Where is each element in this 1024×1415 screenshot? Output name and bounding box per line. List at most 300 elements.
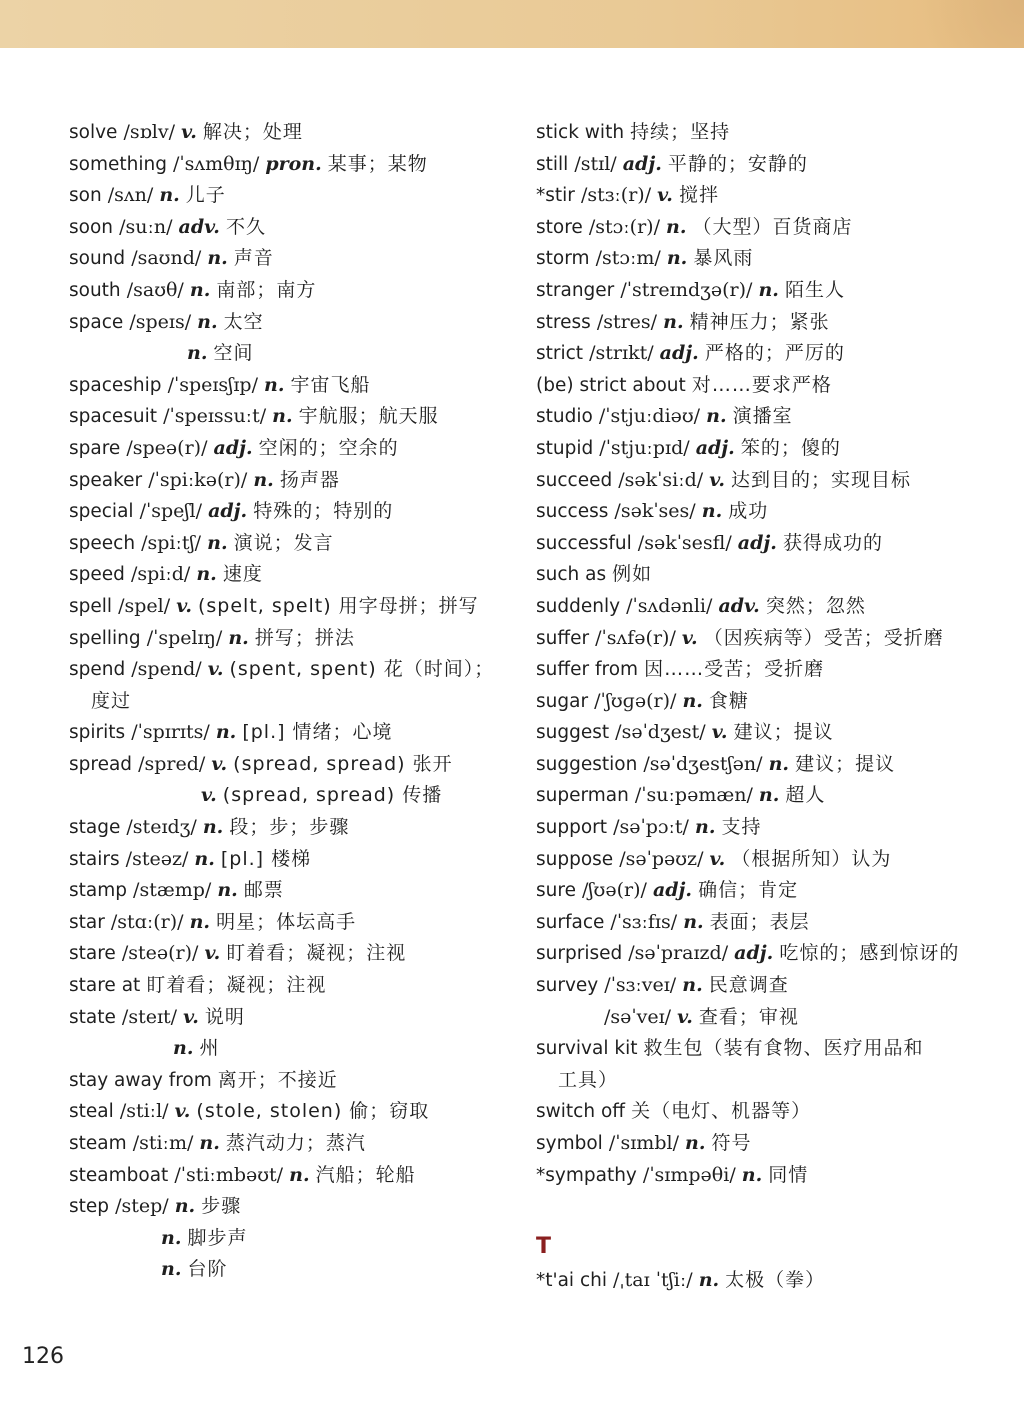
dictionary-entry [536, 875, 976, 907]
entry-definition: 说明 [204, 1005, 245, 1028]
entry-part-of-speech: n. [189, 910, 211, 933]
entry-definition: 陌生人 [784, 278, 845, 301]
entry-headword: suppose [536, 848, 614, 870]
entry-pronunciation: /spel/ [118, 594, 171, 617]
entry-headword: sound [69, 248, 126, 270]
entry-headword: soon [69, 216, 114, 238]
entry-pronunciation: /səˈpɔːt/ [613, 816, 689, 839]
dictionary-entry [69, 1065, 509, 1097]
entry-definition: 盯着看；凝视；注视 [226, 942, 407, 965]
dictionary-entry [536, 496, 976, 528]
entry-headword: steal [69, 1101, 114, 1123]
entry-definition: (spent, spent) 花（时间）； [229, 658, 495, 681]
entry-pronunciation: /səkˈsesfl/ [637, 531, 732, 554]
entry-part-of-speech: n. [174, 1195, 196, 1218]
entry-headword: (be) strict about [536, 374, 686, 396]
entry-pronunciation: /səˈdʒestʃən/ [643, 752, 763, 775]
dictionary-entry [536, 1265, 976, 1297]
entry-definition: 南部；南方 [216, 278, 317, 301]
dictionary-entry [69, 844, 509, 876]
dictionary-entry [69, 307, 509, 339]
entry-pronunciation: /stæmp/ [133, 879, 212, 902]
entry-part-of-speech: n. [173, 1037, 194, 1060]
entry-headword: speed [69, 564, 125, 586]
dictionary-entry [69, 1096, 509, 1128]
entry-part-of-speech: n. [215, 721, 237, 744]
dictionary-entry [69, 180, 509, 212]
entry-definition: 同情 [768, 1163, 809, 1186]
entry-part-of-speech: v. [711, 721, 728, 744]
entry-part-of-speech: n. [758, 784, 780, 807]
entry-headword: stick with [536, 122, 625, 143]
entry-pronunciation: /stɜː(r)/ [580, 184, 652, 207]
entry-part-of-speech: v. [681, 626, 698, 649]
dictionary-entry [69, 433, 509, 465]
entry-pronunciation: /səˈdʒest/ [615, 721, 706, 744]
entry-definition: 台阶 [187, 1258, 228, 1281]
entry-headword: something [69, 153, 167, 175]
entry-pronunciation: /ˈsɜːfɪs/ [610, 910, 678, 933]
entry-part-of-speech: n. [758, 278, 779, 301]
entry-headword: store [536, 216, 583, 238]
dictionary-entry [536, 528, 976, 560]
entry-headword: survey [536, 975, 599, 997]
entry-pronunciation: /ˈspeɪsʃɪp/ [167, 373, 258, 396]
entry-definition: 关（电灯、机器等） [631, 1100, 812, 1123]
entry-headword: symbol [536, 1133, 603, 1154]
entry-part-of-speech: n. [207, 531, 228, 554]
dictionary-entry [536, 307, 976, 339]
entry-headword: *stir [536, 185, 575, 207]
dictionary-entry [536, 970, 976, 1002]
dictionary-entry [69, 117, 509, 149]
entry-part-of-speech: v. [176, 594, 192, 617]
entry-headword: strict [536, 343, 584, 365]
dictionary-entry [536, 433, 976, 465]
entry-definition: 州 [199, 1037, 220, 1060]
entry-definition: 搅拌 [678, 184, 719, 207]
entry-part-of-speech: v. [181, 121, 197, 143]
entry-part-of-speech: n. [682, 689, 703, 712]
entry-part-of-speech: v. [709, 847, 726, 870]
dictionary-entry [69, 780, 509, 812]
dictionary-entry [536, 907, 976, 939]
entry-headword: son [69, 185, 102, 207]
entry-headword: space [69, 311, 124, 333]
dictionary-entry [69, 559, 509, 591]
entry-pronunciation: /spend/ [131, 658, 202, 681]
dictionary-entry [536, 938, 976, 970]
dictionary-entry [69, 275, 509, 307]
dictionary-entry [69, 465, 509, 497]
entry-definition: 严格的；严厉的 [704, 342, 845, 365]
entry-part-of-speech: n. [161, 1258, 182, 1281]
entry-pronunciation: /spiːd/ [130, 563, 191, 586]
dictionary-entry [69, 338, 509, 370]
dictionary-entry [536, 212, 976, 244]
entry-headword: succeed [536, 469, 613, 491]
entry-pronunciation: /səkˈsiːd/ [618, 468, 704, 491]
entry-pronunciation: /strɪkt/ [589, 342, 654, 365]
entry-headword: switch off [536, 1101, 626, 1123]
entry-part-of-speech: n. [217, 879, 238, 902]
entry-definition: 汽船；轮船 [315, 1163, 416, 1186]
entry-part-of-speech: v. [174, 1100, 191, 1123]
entry-part-of-speech: n. [196, 563, 217, 586]
entry-headword: steam [69, 1133, 127, 1154]
entry-definition: 例如 [612, 563, 653, 586]
entry-part-of-speech: v. [204, 942, 221, 965]
entry-headword: spirits [69, 722, 126, 744]
entry-part-of-speech: n. [187, 342, 208, 365]
entry-headword: south [69, 279, 121, 301]
entry-pronunciation: /stres/ [596, 310, 658, 333]
entry-part-of-speech: n. [161, 1226, 182, 1249]
entry-definition: 宇航服；航天服 [298, 405, 439, 428]
entry-part-of-speech: n. [202, 816, 224, 839]
dictionary-entry [69, 875, 509, 907]
entry-pronunciation: /ˈstjuːdiəʊ/ [598, 405, 701, 428]
entry-definition: (spelt, spelt) 用字母拼；拼写 [197, 594, 479, 617]
entry-definition: （因疾病等）受苦；受折磨 [703, 626, 944, 649]
entry-definition: 表面；表层 [709, 910, 810, 933]
right-column-entries [536, 117, 976, 1191]
entry-definition: (stole, stolen) 偷；窃取 [196, 1100, 430, 1123]
dictionary-entry [536, 370, 976, 402]
entry-pronunciation: /ʃʊə(r)/ [582, 879, 647, 902]
entry-definition: 确信；肯定 [698, 879, 799, 902]
entry-headword: sure [536, 880, 576, 902]
entry-definition: （根据所知）认为 [731, 847, 892, 870]
entry-definition: 吃惊的；感到惊讶的 [779, 942, 960, 965]
entry-headword: suffer from [536, 659, 639, 681]
entry-headword: star [69, 911, 105, 933]
entry-pronunciation: /step/ [115, 1195, 169, 1218]
entry-definition: 空间 [213, 342, 254, 365]
entry-pronunciation: /ˈstiːmbəʊt/ [174, 1163, 284, 1186]
entry-part-of-speech: n. [683, 910, 704, 933]
entry-headword: successful [536, 532, 632, 554]
entry-headword: spend [69, 659, 126, 681]
entry-headword: survival kit [536, 1038, 638, 1060]
entry-part-of-speech: n. [207, 247, 228, 270]
entry-pronunciation: /steəz/ [125, 847, 189, 870]
entry-pronunciation: /sʌn/ [107, 184, 154, 207]
entry-definition: 查看；审视 [698, 1005, 799, 1028]
entry-definition: 蒸汽动力；蒸汽 [225, 1132, 366, 1154]
entry-definition: 平静的；安静的 [667, 152, 808, 175]
entry-headword: spacesuit [69, 406, 158, 428]
dictionary-entry [69, 1254, 509, 1286]
entry-definition: 精神压力；紧张 [689, 310, 830, 333]
entry-headword: spaceship [69, 374, 162, 396]
entry-pronunciation: /ˈsʌfə(r)/ [595, 626, 676, 649]
entry-pronunciation: /ˌtaɪ ˈtʃiː/ [613, 1269, 693, 1292]
entry-pronunciation: /spiːtʃ/ [141, 531, 202, 554]
entry-pronunciation: /stɪl/ [574, 152, 617, 175]
entry-definition: 太极（拳） [725, 1269, 826, 1292]
t-section-entries [536, 1265, 976, 1297]
entry-headword: stranger [536, 279, 615, 301]
entry-headword: such as [536, 564, 607, 586]
entry-pronunciation: /ˈstjuːpɪd/ [599, 436, 690, 459]
entry-pronunciation: /səˈpraɪzd/ [628, 942, 729, 965]
entry-pronunciation: /steɪt/ [121, 1005, 178, 1028]
entry-definition: 速度 [222, 563, 263, 586]
entry-pronunciation: /saʊnd/ [131, 247, 202, 270]
entry-headword: stress [536, 311, 591, 333]
dictionary-entry [536, 686, 976, 718]
entry-part-of-speech: n. [228, 626, 249, 649]
entry-pronunciation: /ˈstreɪndʒə(r)/ [620, 278, 753, 301]
entry-definition: 不久 [225, 215, 266, 238]
entry-headword: surprised [536, 943, 623, 965]
dictionary-entry [536, 844, 976, 876]
entry-definition: 脚步声 [187, 1226, 248, 1249]
page-number: 126 [22, 1344, 64, 1369]
entry-pronunciation: /ˈsʌdənli/ [626, 594, 713, 617]
entry-headword: storm [536, 248, 590, 270]
section-letter: T [536, 1234, 552, 1260]
entry-pronunciation: /steə(r)/ [121, 942, 199, 965]
entry-pronunciation: /steɪdʒ/ [126, 816, 197, 839]
dictionary-entry [536, 1002, 976, 1034]
dictionary-entry [536, 180, 976, 212]
entry-pronunciation: /ˈsʌmθɪŋ/ [173, 152, 260, 175]
dictionary-entry [69, 749, 509, 781]
dictionary-entry [536, 559, 976, 591]
dictionary-entry [69, 938, 509, 970]
entry-headword: speech [69, 532, 136, 554]
entry-definition: 段；步；步骤 [229, 816, 350, 839]
entry-part-of-speech: n. [706, 405, 727, 428]
entry-definition: 邮票 [243, 879, 284, 902]
entry-pronunciation: /ˈsɪmbl/ [608, 1132, 679, 1154]
entry-headword: suggest [536, 722, 610, 744]
dictionary-entry [69, 149, 509, 181]
entry-pronunciation: /ˈsuːpəmæn/ [634, 784, 753, 807]
entry-pronunciation: /stiːm/ [132, 1132, 194, 1154]
entry-pronunciation: /stiːl/ [119, 1100, 169, 1123]
entry-definition: 因……受苦；受折磨 [644, 658, 825, 681]
entry-part-of-speech: n. [197, 310, 218, 333]
entry-headword: spread [69, 753, 133, 775]
entry-headword: spell [69, 595, 113, 617]
entry-definition: [pl.] 楼梯 [220, 847, 312, 870]
entry-part-of-speech: adj. [652, 879, 693, 902]
entry-pronunciation: /ˈspeʃl/ [139, 500, 203, 523]
entry-part-of-speech: adj. [208, 500, 248, 523]
entry-pronunciation: /ˈspeɪssuːt/ [163, 405, 267, 428]
entry-definition: 空闲的；空余的 [258, 436, 399, 459]
entry-definition: 声音 [233, 247, 274, 270]
dictionary-entry [536, 1065, 976, 1097]
dictionary-entry [536, 401, 976, 433]
entry-part-of-speech: v. [211, 752, 228, 775]
entry-part-of-speech: n. [685, 1132, 706, 1154]
right-column [536, 117, 976, 1297]
entry-part-of-speech: n. [701, 500, 723, 523]
dictionary-entry [69, 401, 509, 433]
dictionary-entry [69, 370, 509, 402]
entry-headword: success [536, 501, 609, 523]
entry-part-of-speech: n. [264, 373, 285, 396]
dictionary-entry [536, 749, 976, 781]
entry-part-of-speech: n. [741, 1163, 763, 1186]
entry-headword: suddenly [536, 595, 621, 617]
entry-definition: 暴风雨 [693, 247, 754, 270]
entry-definition: 儿子 [185, 184, 226, 207]
entry-definition: 超人 [785, 784, 826, 807]
entry-definition: 特殊的；特别的 [253, 500, 394, 523]
entry-part-of-speech: n. [698, 1269, 720, 1292]
entry-part-of-speech: n. [194, 847, 215, 870]
entry-pronunciation: /ˈspiːkə(r)/ [148, 468, 248, 491]
entry-headword: stare [69, 943, 116, 965]
entry-part-of-speech: n. [682, 974, 703, 997]
entry-part-of-speech: adj. [695, 436, 735, 459]
entry-part-of-speech: n. [199, 1132, 220, 1154]
dictionary-entry [536, 465, 976, 497]
dictionary-entry [536, 1128, 976, 1160]
dictionary-entry [536, 243, 976, 275]
entry-definition: 演说；发言 [233, 531, 334, 554]
entry-part-of-speech: adj. [734, 942, 774, 965]
entry-part-of-speech: v. [183, 1005, 199, 1028]
dictionary-entry [69, 1191, 509, 1223]
dictionary-entry [536, 654, 976, 686]
entry-definition: 盯着看；凝视；注视 [146, 974, 327, 997]
entry-part-of-speech: adj. [659, 342, 699, 365]
entry-headword: surface [536, 911, 605, 933]
entry-headword: suggestion [536, 753, 638, 775]
entry-headword: stairs [69, 848, 120, 870]
dictionary-entry [69, 212, 509, 244]
entry-headword: spare [69, 437, 121, 459]
entry-definition: 达到目的；实现目标 [731, 468, 912, 491]
dictionary-entry [536, 1033, 976, 1065]
entry-definition: 明星；体坛高手 [216, 910, 357, 933]
dictionary-entry [69, 496, 509, 528]
entry-pronunciation: /speə(r)/ [126, 436, 208, 459]
entry-pronunciation: /stɑː(r)/ [110, 910, 184, 933]
dictionary-entry [536, 623, 976, 655]
entry-pronunciation: /ˈspɪrɪts/ [131, 721, 210, 744]
section-gap [536, 1191, 976, 1229]
entry-part-of-speech: n. [189, 278, 211, 301]
dictionary-entry [69, 623, 509, 655]
dictionary-entry [69, 812, 509, 844]
entry-part-of-speech: v. [201, 784, 217, 807]
entry-definition: 太空 [223, 310, 264, 333]
entry-part-of-speech: adj. [737, 531, 777, 554]
entry-pronunciation: /suːn/ [119, 215, 173, 238]
dictionary-entry [536, 717, 976, 749]
entry-part-of-speech: v. [657, 184, 673, 207]
entry-pronunciation: /ˈspelɪŋ/ [146, 626, 223, 649]
entry-part-of-speech: adv. [718, 594, 760, 617]
entry-definition: 对……要求严格 [691, 373, 832, 396]
entry-pronunciation: /speɪs/ [129, 310, 192, 333]
entry-definition: 拼写；拼法 [254, 626, 355, 649]
dictionary-entry [69, 654, 509, 686]
entry-part-of-speech: n. [159, 184, 180, 207]
entry-part-of-speech: adj. [622, 152, 662, 175]
entry-definition: 建议；提议 [733, 721, 834, 744]
entry-part-of-speech: adv. [178, 215, 220, 238]
entry-headword: solve [69, 122, 118, 143]
entry-part-of-speech: n. [253, 468, 274, 491]
entry-definition: 持续；坚持 [630, 121, 731, 143]
dictionary-entry [69, 528, 509, 560]
dictionary-entry [69, 1160, 509, 1192]
dictionary-entry [536, 591, 976, 623]
entry-pronunciation: /ˈʃʊɡə(r)/ [594, 689, 677, 712]
entry-headword: speaker [69, 469, 143, 491]
entry-definition: 步骤 [201, 1195, 242, 1218]
entry-definition: 突然；忽然 [765, 594, 866, 617]
entry-headword: *sympathy [536, 1164, 637, 1186]
entry-definition: 演播室 [732, 405, 793, 428]
entry-pronunciation: /ˈsɪmpəθi/ [642, 1163, 736, 1186]
entry-headword: still [536, 153, 569, 175]
entry-headword: special [69, 501, 134, 523]
entry-definition: 食糖 [708, 689, 749, 712]
entry-part-of-speech: n. [272, 405, 293, 428]
entry-part-of-speech: n. [666, 247, 688, 270]
entry-pronunciation: /stɔːm/ [595, 247, 661, 270]
dictionary-entry [536, 338, 976, 370]
entry-definition: （大型）百货商店 [692, 215, 853, 238]
entry-definition: (spread, spread) 传播 [222, 784, 443, 807]
entry-definition: 建议；提议 [795, 752, 896, 775]
entry-headword: stay away from [69, 1069, 212, 1091]
dictionary-entry [536, 117, 976, 149]
entry-pronunciation: /stɔː(r)/ [588, 215, 660, 238]
entry-part-of-speech: n. [695, 816, 716, 839]
dictionary-entry [536, 275, 976, 307]
entry-headword: stamp [69, 880, 127, 902]
dictionary-entry [536, 812, 976, 844]
entry-definition: 扬声器 [279, 468, 340, 491]
left-column [69, 117, 509, 1286]
entry-headword: stupid [536, 437, 594, 459]
entry-pronunciation: /saʊθ/ [126, 278, 184, 301]
entry-part-of-speech: n. [768, 752, 790, 775]
dictionary-entry [536, 149, 976, 181]
entry-pronunciation: /səˈpəʊz/ [619, 847, 704, 870]
entry-definition: 符号 [711, 1132, 752, 1154]
entry-headword: *t'ai chi [536, 1270, 607, 1292]
entry-definition: 民意调查 [708, 974, 789, 997]
entry-headword: stare at [69, 975, 141, 997]
entry-definition: [pl.] 情绪；心境 [242, 721, 393, 744]
top-decorative-band [0, 0, 1024, 48]
entry-headword: stage [69, 817, 121, 839]
entry-part-of-speech: n. [666, 215, 687, 238]
entry-headword: suffer [536, 627, 590, 649]
entry-headword: steamboat [69, 1164, 169, 1186]
entry-headword: superman [536, 785, 629, 807]
entry-part-of-speech: n. [289, 1163, 310, 1186]
entry-definition: 离开；不接近 [217, 1068, 338, 1091]
entry-part-of-speech: v. [709, 468, 725, 491]
entry-pronunciation: /sɒlv/ [123, 121, 176, 143]
entry-definition: 笨的；傻的 [740, 436, 841, 459]
dictionary-entry [69, 686, 509, 718]
entry-part-of-speech: v. [207, 658, 224, 681]
entry-definition: 度过 [91, 689, 132, 712]
